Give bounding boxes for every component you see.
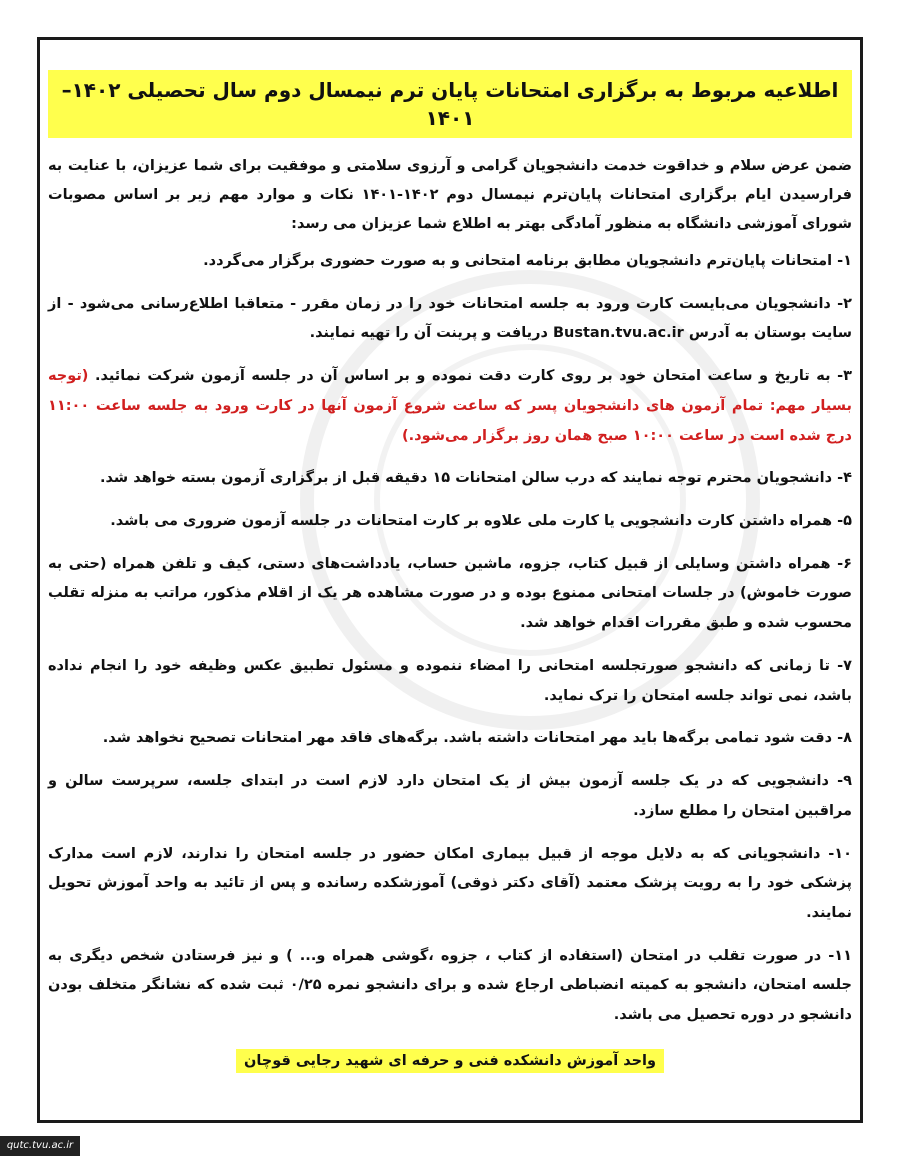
item-5: ۵- همراه داشتن کارت دانشجویی یا کارت ملی علاوه بر کارت امتحانات در جلسه آزمون ضروری می باشد. — [110, 513, 852, 530]
item-2-text-before: ۲- دانشجویان می‌بایست کارت ورود به جلسه امتحانات خود را در زمان مقرر - متعاقبا اطلاع‌رسانی می‌شود - از سایت بوستان به آدرس — [48, 295, 852, 342]
item-2 — [48, 290, 852, 349]
item-7: ۷- تا زمانی که دانشجو صورتجلسه امتحانی را امضاء ننموده و مسئول تطبیق عکس وظیفه خود را انجام نداده باشد، نمی تواند جلسه امتحان را ترک نماید. — [48, 657, 852, 704]
item-10: ۱۰- دانشجویانی که به دلایل موجه از قبیل بیماری امکان حضور در جلسه امتحان را ندارند، لازم است مدارک پزشکی خود را به رویت پزشک معتمد (آقای دکتر ذوقی) آموزشکده رسانده و پس از تائید به واحد آموزش تحویل نمایند. — [48, 845, 852, 921]
item-4: ۴- دانشجویان محترم توجه نمایند که درب سالن امتحانات ۱۵ دقیقه قبل از برگزاری آزمون بسته خواهد شد. — [100, 470, 852, 487]
site-url-tag[interactable]: qutc.tvu.ac.ir — [0, 1136, 80, 1156]
item-2-text-after: دریافت و پرینت آن را تهیه نمایند. — [309, 325, 548, 342]
item-9: ۹- دانشجویی که در یک جلسه آزمون بیش از یک امتحان دارد لازم است در ابتدای جلسه، سرپرست سالن و مراقبین امتحان را مطلع سازد. — [48, 773, 852, 819]
item-3-text: ۳- به تاریخ و ساعت امتحان خود بر روی کارت دقت نموده و بر اساس آن در جلسه آزمون شرکت نمائید. — [94, 368, 852, 385]
item-3-important-note: (توجه بسیار مهم: تمام آزمون های دانشجویان پسر که ساعت شروع آزمون آنها در کارت ورود به جلسه ساعت ۱۱:۰۰ درج شده است در ساعت ۱۰:۰۰ صبح همان روز برگزار می‌شود.) — [48, 368, 852, 444]
intro-paragraph: ضمن عرض سلام و خداقوت خدمت دانشجویان گرامی و آرزوی سلامتی و موفقیت برای شما عزیزان، با عنایت به فرارسیدن ایام برگزاری امتحانات پایان‌ترم نیمسال دوم ۱۴۰۲-۱۴۰۱ نکات و موارد مهم زیر بر اساس مصوبات شورای آموزشی دانشگاه به منظور آمادگی بهتر به اطلاع شما عزیزان می رسد: — [48, 158, 853, 232]
bustan-url-link[interactable]: Bustan.tvu.ac.ir — [552, 325, 684, 342]
item-11: ۱۱- در صورت تقلب در امتحان (استفاده از کتاب ، جزوه ،گوشی همراه و... ) و نیز فرستادن شخص دیگری به جلسه امتحان، دانشجو به کمیته انضباطی ارجاع شده و برای دانشجو نمره ۰/۲۵ ثبت شده که نشانگر متخلف بودن دانشجو در دوره تحصیل می باشد. — [48, 947, 852, 1024]
announcement-body — [48, 70, 852, 1073]
item-3 — [48, 362, 852, 451]
title-container — [48, 70, 852, 138]
announcement-title: اطلاعیه مربوط به برگزاری امتحانات پایان ترم نیمسال دوم سال تحصیلی ۱۴۰۲–۱۴۰۱ — [48, 70, 852, 138]
item-8: ۸- دقت شود تمامی برگه‌ها باید مهر امتحانات داشته باشد. برگه‌های فاقد مهر امتحانات تصحیح نخواهد شد. — [102, 730, 852, 747]
issuer-signature-line: واحد آموزش دانشکده فنی و حرفه ای شهید رجایی قوچان — [236, 1049, 664, 1073]
item-6: ۶- همراه داشتن وسایلی از قبیل کتاب، جزوه، ماشین حساب، یادداشت‌های دستی، کیف و تلفن همراه (حتی به صورت خاموش) در جلسات امتحانی ممنوع بوده و در صورت مشاهده هر یک از اقلام مذکور، مراتب به منزله تقلب محسوب شده و طبق مقررات اقدام خواهد شد. — [48, 555, 852, 632]
item-1: ۱- امتحانات پایان‌ترم دانشجویان مطابق برنامه امتحانی و به صورت حضوری برگزار می‌گردد. — [203, 253, 852, 269]
footer-container — [48, 1049, 852, 1073]
